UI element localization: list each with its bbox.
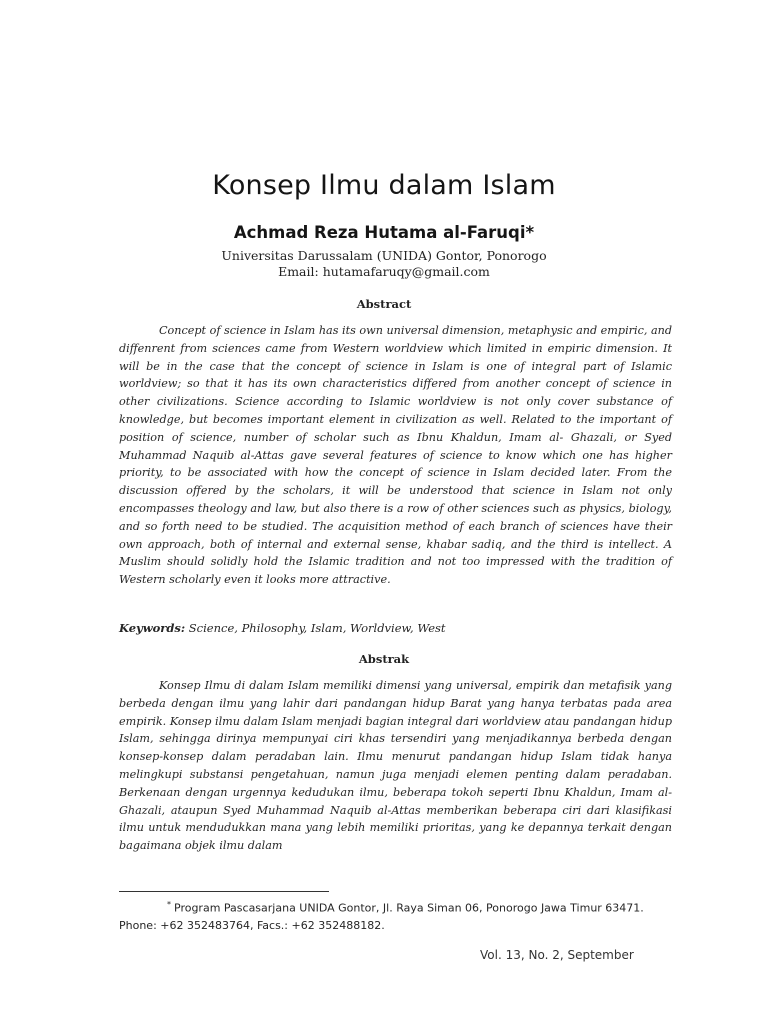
- keywords-label: Keywords:: [119, 621, 186, 635]
- paper-title: Konsep Ilmu dalam Islam: [212, 170, 556, 201]
- keywords-line: [119, 621, 672, 635]
- abstract-heading: Abstract: [356, 297, 412, 311]
- journal-volume-footer: Vol. 13, No. 2, September: [480, 948, 634, 962]
- author-affiliation: Universitas Darussalam (UNIDA) Gontor, Ponorogo: [221, 248, 547, 263]
- abstract-text: Concept of science in Islam has its own universal dimension, metaphysic and empiric, and diffenrent from sciences came from Western worldview which limited in empiric dimension. It will be in the case that the concept of science in Islam is one of integral part of Islamic worldview; so that it has its own characteristics differed from another concept of science in other civilizations. Science according to Islamic worldview is not only cover substance of knowledge, but becomes important element in civilization as well. Related to the important of position of science, number of scholar such as Ibnu Khaldun, Imam al- Ghazali, or Syed Muhammad Naquib al-Attas gave several features of science to know which one has higher priority, to be associated with how the concept of science in Islam decided later. From the discussion offered by the scholars, it will be understood that science in Islam not only encompasses theology and law, but also there is a row of other sciences such as physics, biology, and so forth need to be studied. The acquisition method of each branch of sciences have their own approach, both of internal and external sense, khabar sadiq, and the third is intellect. A Muslim should solidly hold the Islamic tradition and not too impressed with the tradition of Western scholarly even it looks more attractive.: [119, 324, 672, 587]
- author-name: Achmad Reza Hutama al-Faruqi*: [233, 223, 535, 242]
- abstrak-text: Konsep Ilmu di dalam Islam memiliki dimensi yang universal, empirik dan metafisik yang berbeda dengan ilmu yang lahir dari pandangan hidup Barat yang hanya terbatas pada area empirik. Konsep ilmu dalam Islam menjadi bagian integral dari worldview atau pandangan hidup Islam, sehingga dirinya mempunyai ciri khas tersendiri yang menjadikannya berbeda dengan konsep-konsep dalam peradaban lain. Ilmu menurut pandangan hidup Islam tidak hanya melingkupi substansi pengetahuan, namun juga menjadi elemen penting dalam peradaban. Berkenaan dengan urgennya kedudukan ilmu, beberapa tokoh seperti Ibnu Khaldun, Imam al-Ghazali, ataupun Syed Muhammad Naquib al-Attas memberikan beberapa ciri dari klasifikasi ilmu untuk mendudukkan mana yang lebih memiliki prioritas, yang ke depannya terkait dengan bagaimana objek ilmu dalam: [119, 679, 672, 853]
- abstrak-heading: Abstrak: [358, 652, 410, 666]
- footnote-divider: [119, 891, 329, 892]
- footnote-mark: *: [167, 900, 171, 909]
- footnote: [119, 896, 672, 934]
- footnote-text: Program Pascasarjana UNIDA Gontor, Jl. Raya Siman 06, Ponorogo Jawa Timur 63471. Phone: +62 352483764, Facs.: +62 352488182.: [119, 901, 644, 932]
- keywords-text: Science, Philosophy, Islam, Worldview, West: [185, 621, 446, 635]
- author-email: Email: hutamafaruqy@gmail.com: [278, 264, 490, 279]
